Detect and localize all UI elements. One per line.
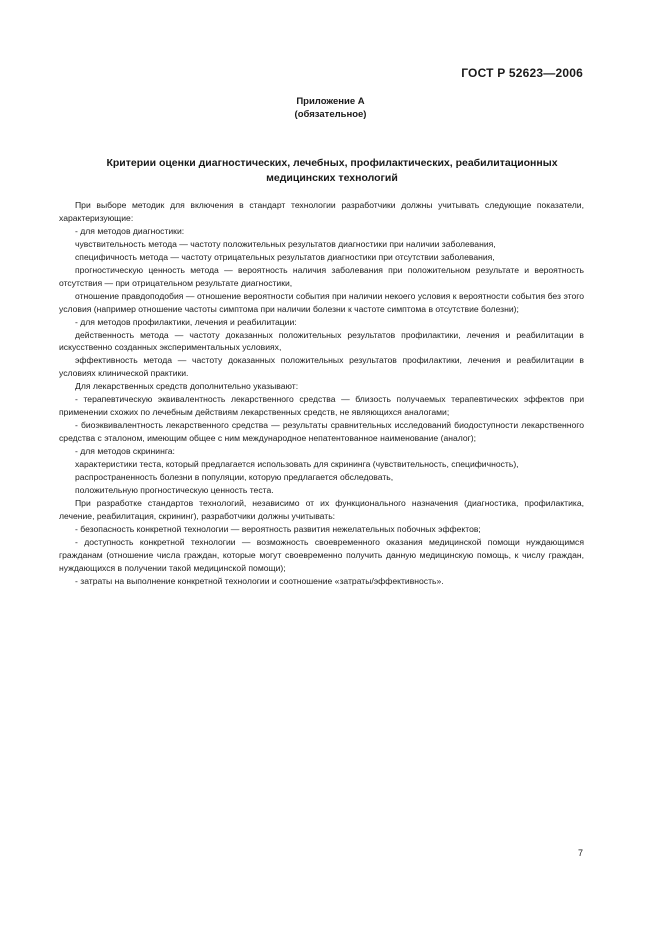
paragraph: положительную прогностическую ценность теста. — [75, 484, 274, 495]
paragraph: распространенность болезни в популяции, которую предлагается обследовать, — [75, 472, 394, 483]
paragraph: - затраты на выполнение конкретной технологии и соотношение «затраты/эффективность». — [75, 575, 444, 586]
section-heading-line-2: медицинских технологий — [266, 172, 398, 184]
paragraph: - терапевтическую эквивалентность лекарственного средства — близость получаемых терапевтических эффектов при применении схожих по лечебным действиям лекарственных средств, не являющихся аналогами; — [59, 394, 584, 418]
paragraph: прогностическую ценность метода — вероятность наличия заболевания при положительном результате и вероятность отсутствия — при отрицательном результате диагностики, — [59, 264, 584, 288]
paragraph: - безопасность конкретной технологии — вероятность развития нежелательных побочных эффектов; — [75, 523, 481, 534]
paragraph: - для методов диагностики: — [75, 225, 185, 236]
paragraph: характеристики теста, который предлагается использовать для скрининга (чувствительность, специфичность), — [75, 459, 519, 470]
paragraph: - для методов профилактики, лечения и реабилитации: — [75, 316, 297, 327]
paragraph: При разработке стандартов технологий, независимо от их функционального назначения (диагностика, профилактика, лечение, реабилитация, скрининг), разработчики должны учитывать: — [59, 497, 584, 521]
annex-title: Приложение А — [296, 96, 365, 107]
paragraph: - биоэквивалентность лекарственного средства — результаты сравнительных исследований биодоступности лекарственного средства с эталоном, имеющим общее с ним международное непатентованное наименование (аналог); — [59, 420, 584, 444]
body-text — [59, 199, 584, 588]
paragraph: эффективность метода — частоту доказанных положительных результатов профилактики, лечения и реабилитации в условиях клинической практики. — [59, 355, 584, 379]
paragraph: - для методов скрининга: — [75, 446, 175, 457]
paragraph: действенность метода — частоту доказанных положительных результатов профилактики, лечения и реабилитации в искусственно созданных экспериментальных условиях, — [59, 329, 584, 353]
paragraph: При выборе методик для включения в стандарт технологии разработчики должны учитывать следующие показатели, характеризующие: — [59, 200, 584, 223]
section-heading — [62, 156, 602, 186]
page-number: 7 — [577, 848, 583, 858]
annex-status: (обязательное) — [294, 109, 367, 120]
paragraph: специфичность метода — частоту отрицательных результатов диагностики при отсутствии заболевания, — [75, 251, 495, 262]
document-code: ГОСТ Р 52623—2006 — [461, 66, 583, 80]
paragraph: Для лекарственных средств дополнительно указывают: — [75, 381, 299, 392]
paragraph: отношение правдоподобия — отношение вероятности события при наличии некоего условия к вероятности события без этого условия (например отношение частоты симптома при наличии болезни к частоте симптома в отсутствие болезни); — [59, 290, 584, 314]
paragraph: чувствительность метода — частоту положительных результатов диагностики при наличии заболевания, — [75, 238, 496, 249]
paragraph: - доступность конкретной технологии — возможность своевременного оказания медицинской помощи нуждающимся гражданам (отношение числа граждан, которые могут своевременно получить данную медицинскую помощь, к числу граждан, нуждающихся в получении такой медицинской помощи); — [59, 536, 584, 573]
section-heading-line-1: Критерии оценки диагностических, лечебных, профилактических, реабилитационных — [106, 157, 558, 169]
